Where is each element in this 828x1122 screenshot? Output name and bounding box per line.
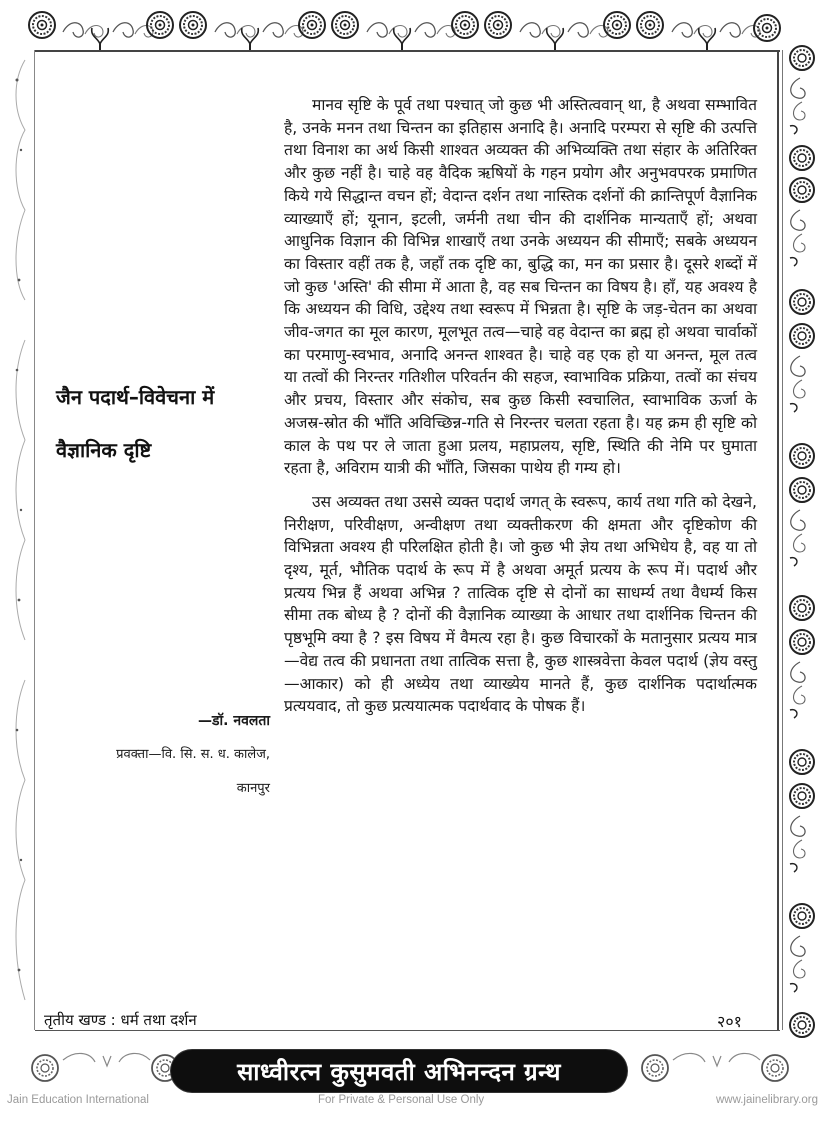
article-title: [56, 385, 271, 462]
watermark-publisher: Jain Education International: [7, 1094, 149, 1106]
book-title: साध्वीरत्न कुसुमवती अभिनन्दन ग्रन्थ: [237, 1057, 561, 1086]
author-name: —डॉ. नवलता: [198, 713, 270, 729]
ornamental-border-top-icon: [25, 10, 795, 55]
article-body: [284, 94, 757, 718]
ornamental-border-right-icon: [778, 40, 828, 1050]
author-designation: प्रवक्ता—वि. सि. स. ध. कालेज,: [116, 747, 270, 762]
ornamental-border-left-icon: [5, 40, 37, 1030]
watermark-website: www.jainelibrary.org: [715, 1094, 818, 1106]
book-title-banner: [171, 1050, 627, 1092]
author-block: [55, 712, 270, 798]
article-title-line-1: जैन पदार्थ–विवेचना में: [56, 385, 215, 409]
author-city: कानपुर: [236, 781, 270, 796]
watermark-usage: For Private & Personal Use Only: [318, 1094, 485, 1106]
paragraph: उस अव्यक्त तथा उससे व्यक्त पदार्थ जगत् के स्वरूप, कार्य तथा गति को देखने, निरीक्षण, परिवीक्षण, अन्वीक्षण तथा व्यक्तीकरण की क्षमता और दृष्टिकोण की विभिन्नता अवश्य ही परिलक्षित होती है। जो कुछ भी ज्ञेय तथा अभिधेय है, वह या तो दृश्य, मूर्त, भौतिक पदार्थ के रूप में है अथवा अमूर्त प्रत्यय के रूप में। पदार्थ और प्रत्यय भिन्न हैं अथवा अभिन्न ? तात्विक दृष्टि से दोनों का साधर्म्य तथा वैधर्म्य किस सीमा तक बोध्य है ? दोनों की वैज्ञानिक व्याख्या के आधार तथा दार्शनिक चिन्तन की पृष्ठभूमि क्या है ? इस विषय में वैमत्य रहा है। कुछ विचारकों के मतानुसार प्रत्यय मात्र—वेद्य तत्व की प्रधानता तथा तात्विक सत्ता है, कुछ शास्त्रवेत्ता केवल पदार्थ (ज्ञेय वस्तु—आकार) को ही अध्येय तथा व्याख्येय मानते हैं, कुछ दार्शनिक पदार्थात्मक प्रत्ययवाद, तो कुछ प्रत्ययात्मक पदार्थवाद के पोषक हैं।: [284, 492, 757, 716]
page-number: २०१: [717, 1012, 742, 1031]
paragraph: मानव सृष्टि के पूर्व तथा पश्चात् जो कुछ भी अस्तित्ववान् था, है अथवा सम्भावित है, उनके मनन तथा चिन्तन का इतिहास अनादि है। अनादि परम्परा से सृष्टि की उत्पत्ति तथा विनाश का अर्थ किसी शाश्वत अव्यक्त की अभिव्यक्ति तथा संहार के अतिरिक्त और कुछ नहीं है। चाहे वह वैदिक ऋषियों के गहन प्रयोग और अनुभवपरक प्रमाणित किये गये सिद्धान्त वचन हों; वेदान्त दर्शन तथा नास्तिक दर्शनों की क्रान्तिपूर्ण वैज्ञानिक व्याख्याएँ हों; यूनान, इटली, जर्मनी तथा चीन की दार्शनिक मान्यताएँ हों; अथवा आधुनिक विज्ञान की विभिन्न शाखाएँ तथा उनके अध्ययन की सीमाएँ; सबके अध्ययन का विस्तार वहीं तक है, जहाँ तक दृष्टि का, बुद्धि का, मन का प्रसार है। दूसरे शब्दों में जो कुछ 'अस्ति' की सीमा में आता है, वह सब चिन्तन का विषय है। हाँ, यह अवश्य है कि अध्ययन की विधि, उद्देश्य तथा स्वरूप में भिन्नता है। सृष्टि के जड़-चेतन का अथवा जीव-जगत का मूल कारण, मूलभूत तत्व—चाहे वह वेदान्त का ब्रह्म हो अथवा चार्वाकों का परमाणु-स्वभाव, अनादि अनन्त शाश्वत है। चाहे वह एक हो या अनन्त, मूल तत्व या तत्वों की निरन्तर गतिशील परिवर्तन की सहज, स्वाभाविक प्रक्रिया, तत्वों का संचय और प्रचय, विस्तार और संकोच, सब कुछ किसी स्वचालित, स्वाभाविक ऊर्जा के अजस्र-स्रोत की भाँति अविच्छिन्न-गति से निरन्तर चलता रहता है। यह क्रम ही सृष्टि को काल के पथ पर ले जाता हुआ प्रलय, महाप्रलय, सृष्टि, स्थिति की नेमि पर घुमाता रहता है, अविराम यात्री की भाँति, जिसका पाथेय ही गम्य हो।: [284, 96, 757, 478]
article-title-line-2: वैज्ञानिक दृष्टि: [56, 438, 152, 462]
section-label: तृतीय खण्ड : धर्म तथा दर्शन: [44, 1011, 197, 1029]
